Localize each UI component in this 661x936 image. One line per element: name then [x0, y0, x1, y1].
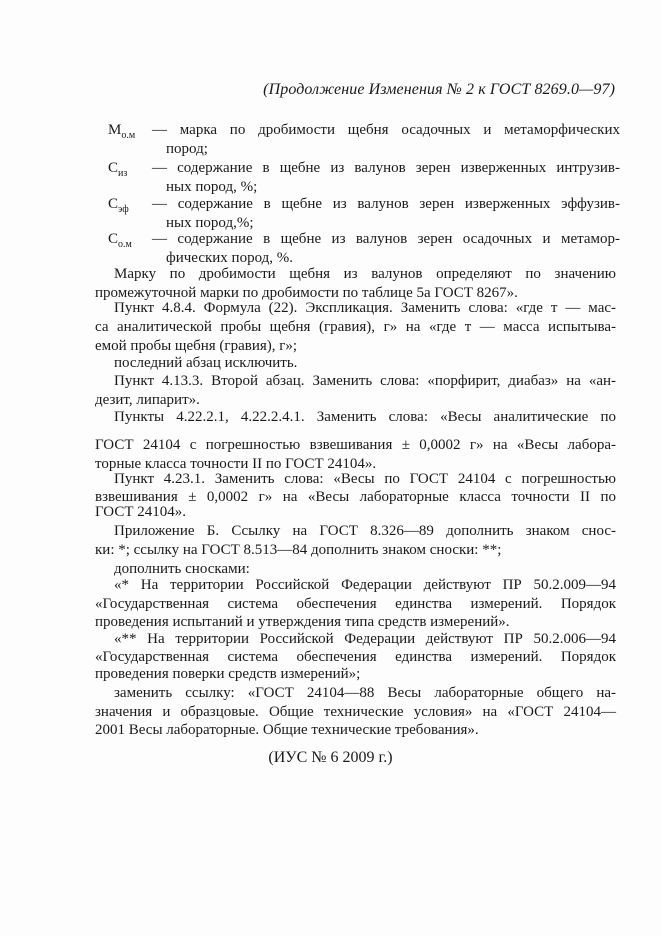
paragraph-line: Приложение Б. Ссылку на ГОСТ 8.326—89 дополнить знаком снос- [114, 523, 616, 539]
page-header: (Продолжение Изменения № 2 к ГОСТ 8269.0—97) [263, 81, 615, 98]
legend-symbol: $С_{эф}$ [108, 196, 129, 215]
paragraph-line: ГОСТ 24104 с погрешностью взвешивания ± 0,0002 г» на «Весы лабора- [95, 437, 616, 453]
paragraph-line: «Государственная система обеспечения единства измерений. Порядок [95, 649, 616, 665]
paragraph-line: промежуточной марки по дробимости по таблице 5а ГОСТ 8267». [95, 285, 518, 301]
paragraph-line: значения и образцовые. Общие технические условия» на «ГОСТ 24104— [95, 704, 616, 720]
legend-text-line2: пород; [166, 141, 208, 157]
paragraph-line: проведения поверки средств измерений»; [95, 666, 361, 682]
paragraph-line: ГОСТ 24104». [95, 504, 186, 520]
paragraph-line: проведения испытаний и утверждения типа средств измерений». [95, 614, 510, 630]
legend-text-line1: — содержание в щебне из валунов зерен осадочных и метамор- [152, 231, 620, 247]
paragraph-line: заменить ссылку: «ГОСТ 24104—88 Весы лабораторные общего на- [114, 685, 616, 701]
paragraph-line: са аналитической пробы щебня (гравия), г» на «где т — масса испытыва- [95, 319, 616, 335]
paragraph-line: торные класса точности II по ГОСТ 24104». [95, 456, 377, 472]
paragraph-line: ки: *; ссылку на ГОСТ 8.513—84 дополнить знаком сноски: **; [95, 542, 502, 558]
paragraph-line: Пункт 4.13.3. Второй абзац. Заменить слова: «порфирит, диабаз» на «ан- [114, 373, 616, 389]
paragraph-line: Марку по дробимости щебня из валунов определяют по значению [114, 266, 616, 282]
paragraph-line: Пункт 4.23.1. Заменить слова: «Весы по ГОСТ 24104 с погрешностью [114, 471, 616, 487]
paragraph-line: емой пробы щебня (гравия), г»; [95, 338, 298, 354]
legend-text-line2: ных пород,%; [166, 215, 254, 231]
paragraph-line: «* На территории Российской Федерации действуют ПР 50.2.009—94 [114, 577, 616, 593]
legend-text-line1: — содержание в щебне из валунов зерен изверженных интрузив- [152, 160, 620, 176]
paragraph-line: Пункты 4.22.2.1, 4.22.2.4.1. Заменить слова: «Весы аналитические по [114, 409, 616, 425]
legend-symbol: $М_{о.м}$ [108, 122, 136, 141]
legend-text-line1: — содержание в щебне из валунов зерен изверженных эффузив- [152, 196, 620, 212]
legend-symbol: $С_{из}$ [108, 160, 128, 179]
page-footer: (ИУС № 6 2009 г.) [268, 749, 393, 766]
legend-text-line2: фических пород, %. [166, 250, 294, 266]
legend-text-line2: ных пород, %; [166, 179, 258, 195]
legend-text-line1: — марка по дробимости щебня осадочных и метаморфических [152, 122, 620, 138]
paragraph-line: дезит, липарит». [95, 392, 200, 408]
legend-symbol: $С_{о.м}$ [108, 231, 132, 250]
paragraph-line: дополнить сносками: [114, 561, 250, 577]
paragraph-line: 2001 Весы лабораторные. Общие технические требования». [95, 722, 479, 738]
paragraph-line: «Государственная система обеспечения единства измерений. Порядок [95, 596, 616, 612]
paragraph-line: взвешивания ± 0,0002 г» на «Весы лабораторные класса точности II по [95, 489, 616, 505]
paragraph-line: Пункт 4.8.4. Формула (22). Экспликация. Заменить слова: «где т — мас- [114, 300, 616, 316]
paragraph-line: «** На территории Российской Федерации действуют ПР 50.2.006—94 [114, 631, 616, 647]
paragraph-line: последний абзац исключить. [114, 355, 298, 371]
